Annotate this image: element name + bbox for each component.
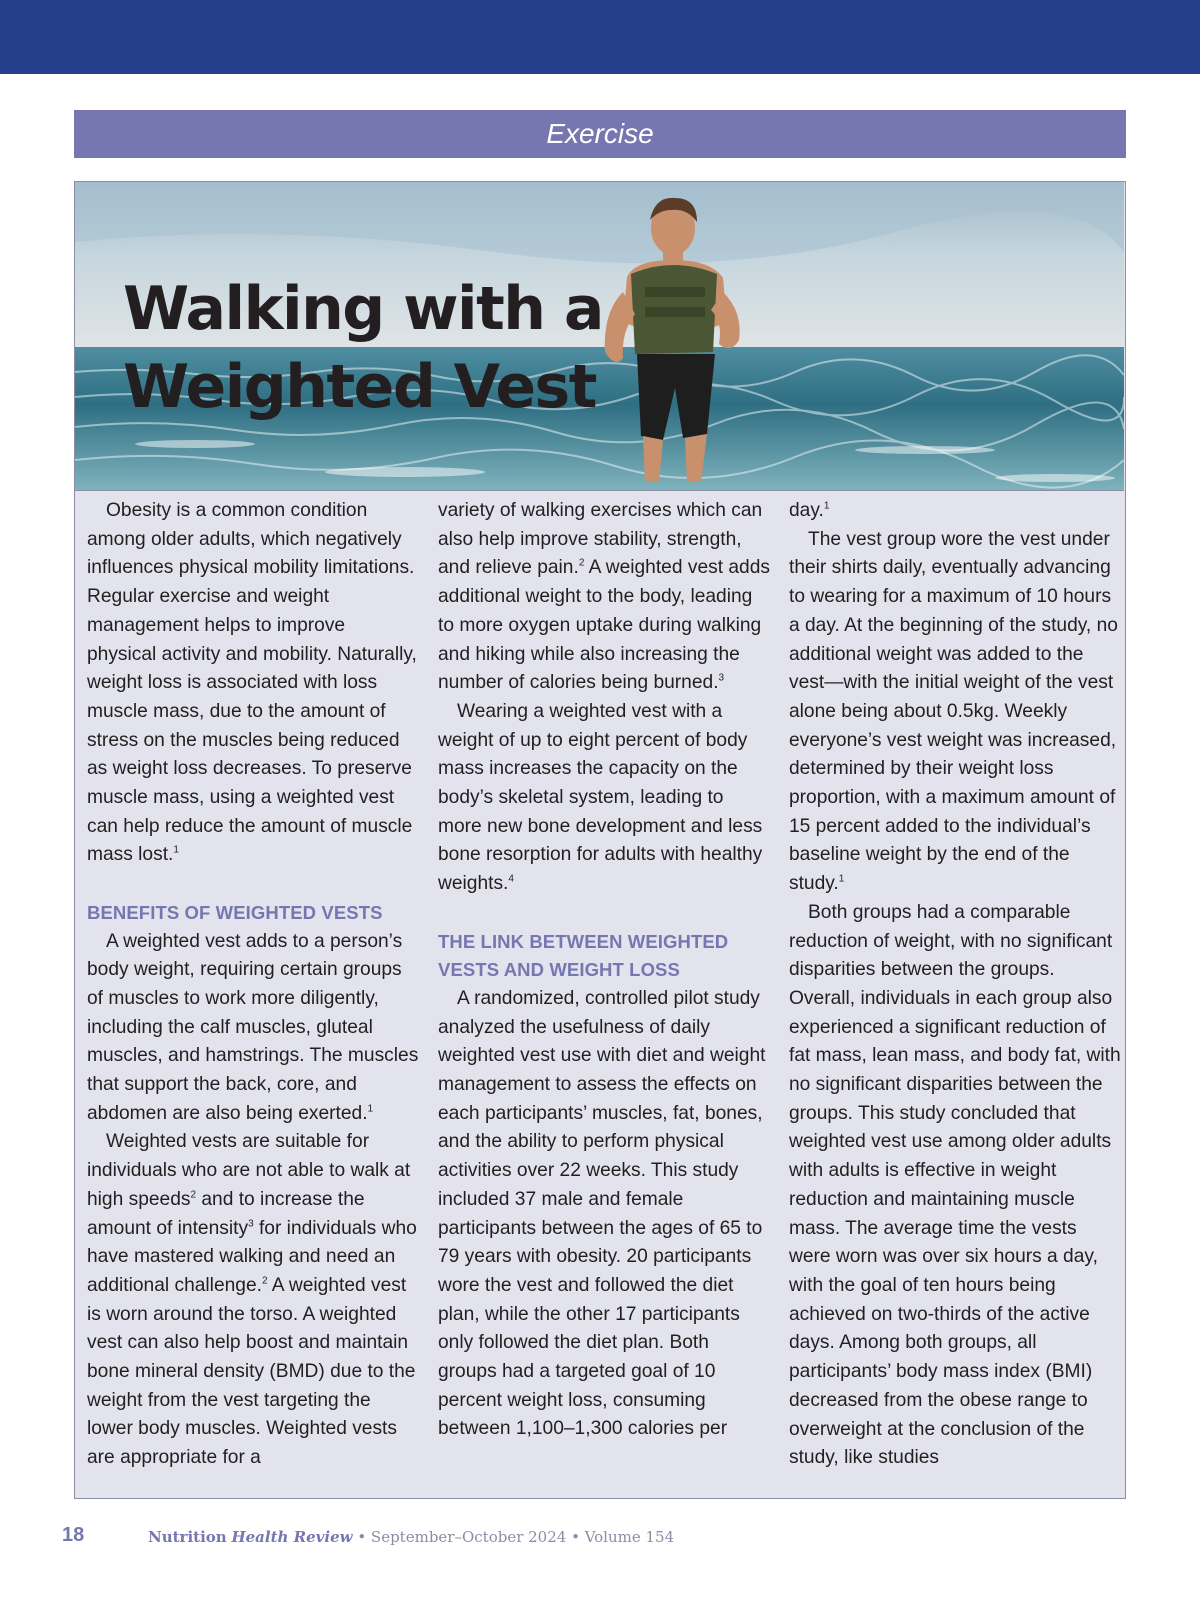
reference: 3	[718, 672, 725, 684]
reference: 1	[367, 1103, 374, 1115]
paragraph: A weighted vest adds to a person’s body weight, requiring certain groups of muscles to work more diligently, including the calf muscles, gluteal muscles, and hamstrings. The muscles that support the back, core, and abdomen are also being exerted.$^1$	[87, 930, 419, 1124]
reference: 1	[838, 873, 845, 885]
paragraph: variety of walking exercises which can also help improve stability, strength, and relieve pain.$^2$ A weighted vest adds additional weight to the body, leading to more oxygen uptake during walking and hiking while also increasing the number of calories being burned.$^3$	[438, 500, 770, 694]
column-1	[87, 497, 419, 1473]
subheading-link: THE LINK BETWEEN WEIGHTED VESTS AND WEIGHT LOSS	[438, 930, 729, 981]
publication-footer: Nutrition Health Review • September–October 2024 • Volume 154	[148, 1528, 675, 1546]
subheading-benefits: BENEFITS OF WEIGHTED VESTS	[87, 901, 383, 923]
reference: 2	[261, 1275, 268, 1287]
paragraph: Obesity is a common condition among older adults, which negatively influences physical mobility limitations. Regular exercise and weight management helps to improve physical activity and mobility. Naturally, weight loss is associated with loss muscle mass, due to the amount of stress on the muscles being reduced as weight loss decreases. To preserve muscle mass, using a weighted vest can help reduce the amount of muscle mass lost.$^1$	[87, 500, 417, 866]
column-2	[438, 497, 770, 1444]
paragraph: Weighted vests are suitable for individuals who are not able to walk at high speeds$^2$ and to increase the amount of intensity$^3$ for individuals who have mastered walking and need an additional challenge.$^2$ A weighted vest is worn around the torso. A weighted vest can also help boost and maintain bone mineral density (BMD) due to the weight from the vest targeting the lower body muscles. Weighted vests are appropriate for a	[87, 1131, 417, 1469]
title-line-2: Weighted Vest	[123, 352, 596, 422]
article-title	[123, 270, 603, 426]
reference: 4	[508, 873, 514, 885]
paragraph: Wearing a weighted vest with a weight of up to eight percent of body mass increases the capacity on the body’s skeletal system, leading to more new bone development and less bone resorption for adults with healthy weights.$^4$	[438, 700, 763, 895]
top-color-bar	[0, 0, 1200, 74]
reference: 1	[173, 845, 179, 857]
reference: 2	[190, 1189, 197, 1201]
title-line-1: Walking with a	[123, 274, 603, 344]
reference: 3	[248, 1218, 254, 1230]
paragraph: Both groups had a comparable reduction of weight, with no significant disparities between the groups. Overall, individuals in each group also experienced a significant reduction of fat mass, lean mass, and body fat, with no significant disparities between the groups. This study concluded that weighted vest use among older adults with adults is effective in weight reduction and maintaining muscle mass. The average time the vests were worn was over six hours a day, with the goal of ten hours being achieved on two-thirds of the active days. Among both groups, all participants’ body mass index (BMI) decreased from the obese range to overweight at the conclusion of the study, like studies	[789, 901, 1121, 1469]
column-3	[789, 497, 1121, 1473]
reference: 1	[823, 500, 830, 512]
article-body	[87, 497, 1121, 1487]
paragraph: day.$^1$	[789, 500, 830, 521]
hero-image	[75, 182, 1124, 491]
page-number: 18	[62, 1524, 85, 1546]
section-banner: Exercise	[74, 110, 1126, 158]
reference: 2	[578, 558, 585, 570]
paragraph: The vest group wore the vest under their shirts daily, eventually advancing to wearing for a maximum of 10 hours a day. At the beginning of the study, no additional weight was added to the vest—with the initial weight of the vest alone being about 0.5kg. Weekly everyone’s vest weight was increased, determined by their weight loss proportion, with a maximum amount of 15 percent added to the individual’s baseline weight by the end of the study.$^1$	[789, 528, 1118, 895]
paragraph: A randomized, controlled pilot study analyzed the usefulness of daily weighted vest use with diet and weight management to assess the effects on each participants’ muscles, fat, bones, and the ability to perform physical activities over 22 weeks. This study included 37 male and female participants between the ages of 65 to 79 years with obesity. 20 participants wore the vest and followed the diet plan, while the other 17 participants only followed the diet plan. Both groups had a targeted goal of 10 percent weight loss, consuming between 1,100–1,300 calories per	[438, 987, 766, 1440]
article-panel	[74, 181, 1126, 1499]
